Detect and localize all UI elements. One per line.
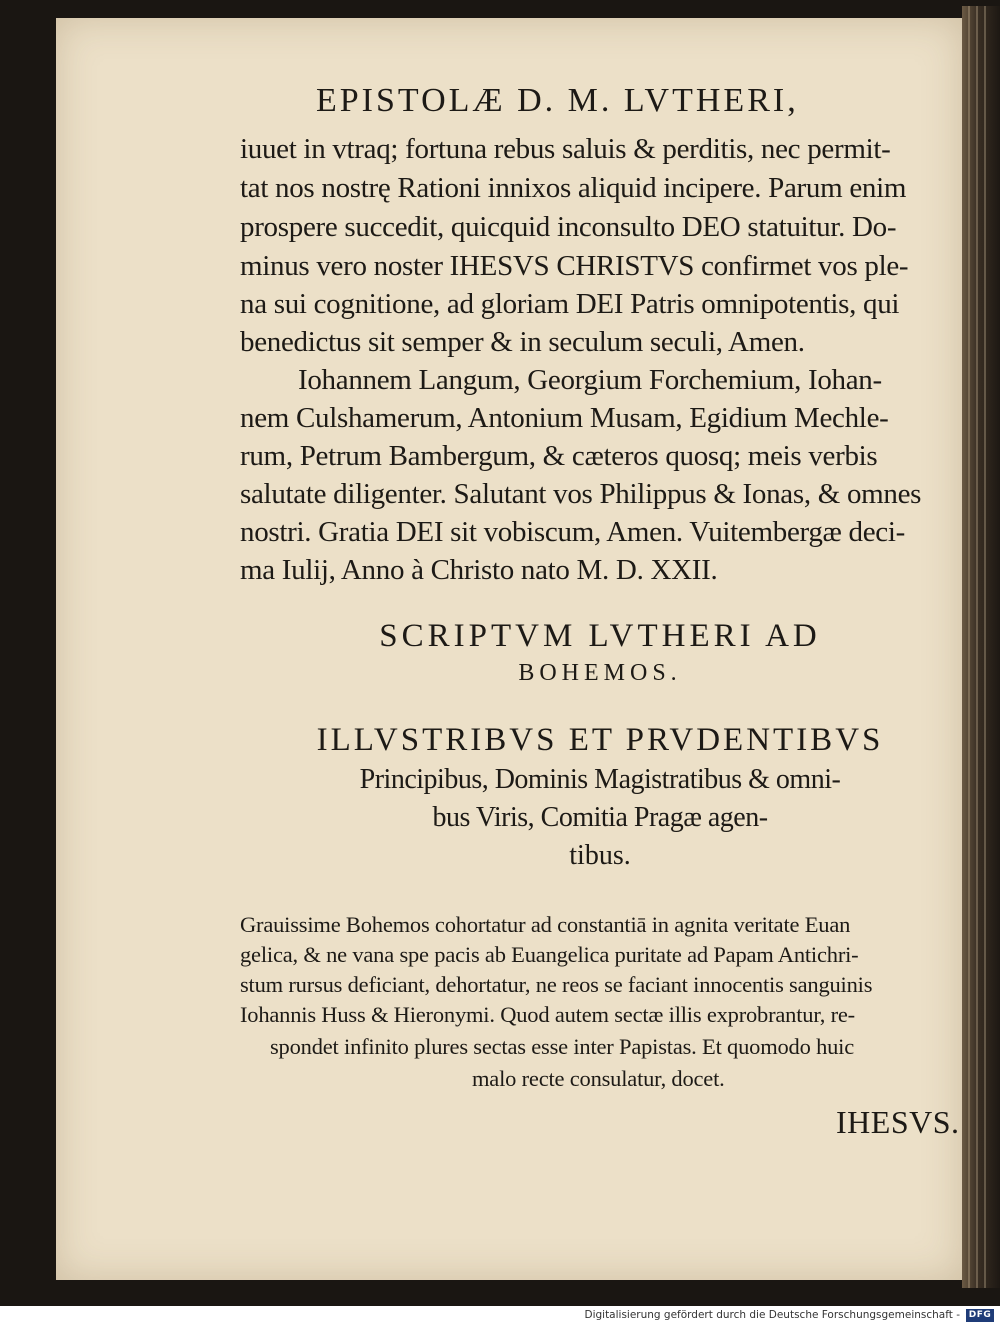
summary-line: Grauissime Bohemos cohortatur ad constantiā in agnita veritate Euan [240,912,851,937]
section-title-line1: SCRIPTVM LVTHERI AD [379,618,821,654]
body-line: na sui cognitione, ad gloriam DEI Patris omnipotentis, qui [240,288,900,320]
body-line: benedictus sit semper & in seculum seculi, Amen. [240,326,805,358]
body-line: minus vero noster IHESVS CHRISTVS confirmet vos ple- [240,250,909,282]
section-title-line2: BOHEMOS. [518,660,682,686]
address-line4: tibus. [569,840,631,871]
body-line: nem Culshamerum, Antonium Musam, Egidium Mechle- [240,402,889,434]
body-line: rum, Petrum Bambergum, & cæteros quosq; meis verbis [240,440,878,472]
edge-streak [968,6,970,1288]
address-line2: Principibus, Dominis Magistratibus & omni- [359,764,841,795]
edge-streak [976,6,978,1288]
edge-streak [984,6,986,1288]
dfg-logo-icon: DFG [966,1309,994,1322]
body-line: Iohannem Langum, Georgium Forchemium, Iohan- [298,364,882,396]
summary-line: spondet infinito plures sectas esse inter Papistas. Et quomodo huic [270,1034,855,1059]
body-line: ma Iulij, Anno à Christo nato M. D. XXII. [240,554,718,586]
summary-line: gelica, & ne vana spe pacis ab Euangelica puritate ad Papam Antichri- [240,942,859,967]
address-line1: ILLVSTRIBVS ET PRVDENTIBVS [316,722,884,758]
body-line: salutate diligenter. Salutant vos Philippus & Ionas, & omnes [240,478,922,510]
body-line: prospere succedit, quicquid inconsulto DEO statuitur. Do- [240,211,897,243]
footer-bar [0,1306,1000,1326]
body-line: tat nos nostrę Rationi innixos aliquid incipere. Parum enim [240,172,907,204]
book-edge [962,6,1000,1288]
running-head: EPISTOLÆ D. M. LVTHERI, [316,82,799,119]
body-line: nostri. Gratia DEI sit vobiscum, Amen. Vuitembergæ deci- [240,516,905,548]
closing-word: IHESVS. [836,1104,960,1140]
footer-credit: Digitalisierung gefördert durch die Deutsche Forschungsgemeinschaft - [584,1309,960,1321]
body-line: iuuet in vtraq; fortuna rebus saluis & perditis, nec permit- [240,133,891,165]
summary-line: Iohannis Huss & Hieronymi. Quod autem sectæ illis exprobrantur, re- [240,1002,855,1027]
address-line3: bus Viris, Comitia Pragæ agen- [432,802,768,833]
summary-line: stum rursus deficiant, dehortatur, ne reos se faciant innocentis sanguinis [240,972,873,997]
summary-line: malo recte consulatur, docet. [472,1066,725,1091]
